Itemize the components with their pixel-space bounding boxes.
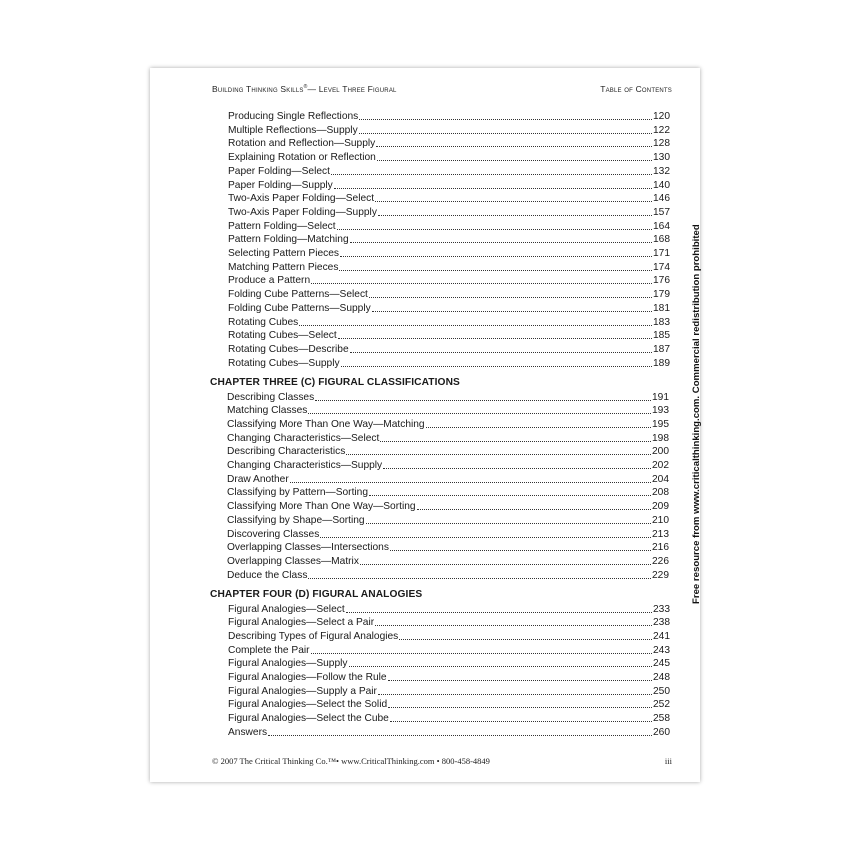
dot-leader	[320, 528, 651, 538]
toc-entry-title: Discovering Classes	[227, 528, 320, 540]
toc-entry-page: 200	[652, 446, 669, 458]
toc-entry-title: Producing Single Reflections	[228, 111, 359, 122]
dot-leader	[338, 329, 652, 339]
toc-entry-title: Deduce the Class	[227, 569, 308, 581]
toc-entry-title: Pattern Folding—Matching	[228, 234, 349, 246]
running-header-title	[212, 84, 397, 94]
dot-leader	[369, 288, 652, 298]
toc-entry	[228, 671, 670, 684]
toc-entry	[227, 569, 669, 582]
toc-entry-page: 189	[653, 357, 670, 369]
running-header-section: Table of Contents	[600, 84, 672, 94]
toc-entry-title: Matching Pattern Pieces	[228, 261, 339, 273]
dot-leader	[331, 165, 652, 175]
toc-entry-page: 213	[652, 528, 669, 540]
toc-entry-title: Classifying by Shape—Sorting	[227, 514, 365, 526]
toc-entry-page: 208	[652, 487, 669, 499]
dot-leader	[339, 261, 652, 271]
toc-entry-title: Pattern Folding—Select	[228, 220, 336, 232]
dot-leader	[341, 357, 652, 367]
toc-entry-title: Rotation and Reflection—Supply	[228, 138, 376, 150]
toc-entry-page: 248	[653, 672, 670, 683]
toc-entry-title: Rotating Cubes—Select	[228, 330, 337, 342]
toc-entry	[228, 110, 670, 123]
toc-entry-page: 122	[653, 124, 670, 136]
dot-leader	[337, 220, 652, 230]
dot-leader	[334, 179, 652, 189]
toc-entry-title: Paper Folding—Supply	[228, 179, 333, 191]
dot-leader	[290, 473, 651, 483]
dot-leader	[311, 274, 652, 284]
toc-entry	[228, 288, 670, 301]
toc-entry-title: Draw Another	[227, 473, 289, 485]
toc-entry	[228, 179, 670, 192]
dot-leader	[340, 247, 652, 257]
dot-leader	[315, 391, 651, 401]
toc-entry	[228, 685, 670, 698]
toc-entry	[228, 165, 670, 178]
toc-entry-page: 183	[653, 316, 670, 328]
toc-entry	[228, 261, 670, 274]
toc-entry-title: Classifying More Than One Way—Sorting	[227, 501, 416, 513]
toc-entry-title: Multiple Reflections—Supply	[228, 124, 358, 136]
toc-entry-page: 128	[653, 138, 670, 150]
document-page	[150, 68, 700, 782]
toc-entry-title: Folding Cube Patterns—Select	[228, 289, 368, 301]
toc-entry	[227, 445, 669, 458]
dot-leader	[372, 302, 652, 312]
toc-entry-title: Classifying by Pattern—Sorting	[227, 487, 368, 499]
toc-entry	[228, 644, 670, 657]
toc-entry	[227, 418, 669, 431]
toc-entry	[227, 555, 669, 568]
toc-entry-title: Describing Types of Figural Analogies	[228, 630, 399, 642]
toc-entry-page: 130	[653, 152, 670, 164]
toc-entry-page: 179	[653, 289, 670, 301]
toc-entry-page: 238	[653, 617, 670, 629]
toc-entry-page: 185	[653, 330, 670, 342]
toc-entry	[228, 220, 670, 233]
dot-leader	[350, 343, 652, 353]
toc-entry	[227, 528, 669, 541]
toc-entry-title: Overlapping Classes—Matrix	[227, 555, 359, 567]
dot-leader	[360, 555, 651, 565]
toc-entry-title: Two-Axis Paper Folding—Supply	[228, 206, 377, 218]
header-title-rest: — Level Three Figural	[307, 84, 397, 94]
toc-entry	[228, 151, 670, 164]
dot-leader	[399, 630, 652, 640]
toc-entry-page: 146	[653, 193, 670, 205]
toc-entry-page: 209	[652, 501, 669, 513]
toc-entry	[227, 541, 669, 554]
dot-leader	[268, 726, 652, 736]
dot-leader	[359, 124, 652, 134]
dot-leader	[308, 404, 651, 414]
dot-leader	[308, 569, 651, 579]
toc-entry	[228, 274, 670, 287]
toc-entry	[228, 343, 670, 356]
toc-entry-title: Matching Classes	[227, 405, 308, 417]
dot-leader	[378, 206, 652, 216]
toc-entry-page: 245	[653, 658, 670, 670]
toc-entry	[228, 329, 670, 342]
toc-entry	[228, 630, 670, 643]
toc-entry	[227, 432, 669, 445]
toc-entry-page: 132	[653, 165, 670, 177]
chapter-heading: CHAPTER FOUR (D) FIGURAL ANALOGIES	[210, 589, 423, 601]
toc-entry-page: 252	[653, 699, 670, 711]
chapter-heading: CHAPTER THREE (C) FIGURAL CLASSIFICATIONS	[210, 377, 460, 389]
toc-entry-page: 198	[652, 432, 669, 444]
dot-leader	[388, 698, 652, 708]
toc-entry-title: Changing Characteristics—Select	[227, 432, 380, 444]
toc-entry	[228, 233, 670, 246]
dot-leader	[346, 445, 651, 455]
toc-entry-page: 210	[652, 514, 669, 526]
toc-entry	[228, 616, 670, 629]
toc-entry-page: 176	[653, 275, 670, 287]
toc-entry-title: Rotating Cubes—Describe	[228, 343, 349, 355]
dot-leader	[366, 514, 651, 524]
toc-entry-page: 120	[653, 111, 670, 122]
redistribution-notice: Free resource from www.criticalthinking.com. Commercial redistribution prohibited	[691, 224, 702, 604]
toc-entry-title: Explaining Rotation or Reflection	[228, 152, 376, 164]
toc-entry	[228, 124, 670, 137]
toc-entry-title: Figural Analogies—Select	[228, 603, 345, 615]
dot-leader	[359, 110, 652, 120]
toc-entry-page: 258	[653, 713, 670, 725]
toc-entry-title: Figural Analogies—Supply a Pair	[228, 685, 377, 697]
toc-entry-page: 191	[652, 391, 669, 403]
toc-entry-page: 168	[653, 234, 670, 246]
dot-leader	[375, 192, 652, 202]
toc-entry	[227, 391, 669, 404]
toc-entry-page: 250	[653, 685, 670, 697]
toc-entry-page: 174	[653, 261, 670, 273]
dot-leader	[380, 432, 651, 442]
toc-entry	[228, 137, 670, 150]
toc-entry	[228, 712, 670, 725]
header-title-text: Building Thinking Skills	[212, 84, 304, 94]
toc-entry-page: 204	[652, 473, 669, 485]
toc-entry-page: 202	[652, 460, 669, 471]
toc-entry-title: Figural Analogies—Select a Pair	[228, 617, 375, 629]
dot-leader	[390, 712, 652, 722]
dot-leader	[299, 316, 652, 326]
toc-entry	[227, 473, 669, 486]
toc-entry-page: 233	[653, 603, 670, 615]
toc-entry	[228, 603, 670, 616]
dot-leader	[346, 603, 652, 613]
toc-entry	[227, 500, 669, 513]
toc-entry	[228, 247, 670, 260]
toc-entry-page: 260	[653, 726, 670, 738]
toc-entry	[227, 514, 669, 527]
toc-entry-title: Changing Characteristics—Supply	[227, 460, 383, 471]
toc-entry-title: Figural Analogies—Follow the Rule	[228, 672, 387, 683]
dot-leader	[311, 644, 652, 654]
dot-leader	[390, 541, 651, 551]
toc-entry	[227, 404, 669, 417]
dot-leader	[417, 500, 651, 510]
toc-entry-title: Figural Analogies—Select the Cube	[228, 713, 389, 725]
toc-entry-title: Describing Characteristics	[227, 446, 346, 458]
toc-entry-page: 241	[653, 630, 670, 642]
registered-mark: ®	[303, 84, 308, 91]
toc-entry-title: Classifying More Than One Way—Matching	[227, 418, 425, 430]
dot-leader	[349, 657, 653, 667]
toc-entry-title: Complete the Pair	[228, 644, 310, 656]
toc-entry-title: Answers	[228, 726, 268, 738]
toc-entry-title: Produce a Pattern	[228, 275, 311, 287]
dot-leader	[426, 418, 651, 428]
toc-entry-page: 193	[652, 405, 669, 417]
dot-leader	[350, 233, 652, 243]
toc-entry-page: 195	[652, 418, 669, 430]
toc-entry	[228, 726, 670, 739]
toc-entry-page: 216	[652, 542, 669, 554]
toc-entry-title: Rotating Cubes	[228, 316, 299, 328]
dot-leader	[375, 616, 652, 626]
toc-entry	[228, 302, 670, 315]
toc-entry-title: Paper Folding—Select	[228, 165, 330, 177]
toc-entry-title: Overlapping Classes—Intersections	[227, 542, 389, 554]
toc-entry	[227, 459, 669, 472]
toc-entry-page: 243	[653, 644, 670, 656]
toc-entry	[228, 316, 670, 329]
toc-entry-title: Describing Classes	[227, 391, 315, 403]
dot-leader	[377, 151, 652, 161]
toc-entry-title: Figural Analogies—Select the Solid	[228, 699, 388, 711]
toc-entry	[228, 657, 670, 670]
dot-leader	[383, 459, 651, 469]
copyright-footer: © 2007 The Critical Thinking Co.™• www.CriticalThinking.com • 800-458-4849	[212, 756, 490, 766]
toc-entry	[228, 698, 670, 711]
toc-entry	[228, 206, 670, 219]
toc-entry-page: 140	[653, 179, 670, 191]
toc-entry-page: 229	[652, 569, 669, 581]
toc-entry-title: Folding Cube Patterns—Supply	[228, 302, 371, 314]
toc-entry-title: Figural Analogies—Supply	[228, 658, 348, 670]
toc-entry-page: 187	[653, 343, 670, 355]
toc-entry	[228, 357, 670, 370]
toc-entry-page: 164	[653, 220, 670, 232]
toc-entry	[228, 192, 670, 205]
dot-leader	[369, 486, 651, 496]
toc-entry	[227, 486, 669, 499]
dot-leader	[388, 671, 652, 681]
toc-entry-title: Two-Axis Paper Folding—Select	[228, 193, 375, 205]
dot-leader	[376, 137, 652, 147]
toc-entry-title: Rotating Cubes—Supply	[228, 357, 340, 369]
toc-entry-page: 181	[653, 302, 670, 314]
page-number: iii	[664, 756, 672, 766]
toc-entry-page: 157	[653, 206, 670, 218]
toc-entry-title: Selecting Pattern Pieces	[228, 248, 339, 259]
toc-entry-page: 171	[653, 248, 670, 259]
toc-entry-page: 226	[652, 555, 669, 567]
dot-leader	[378, 685, 652, 695]
